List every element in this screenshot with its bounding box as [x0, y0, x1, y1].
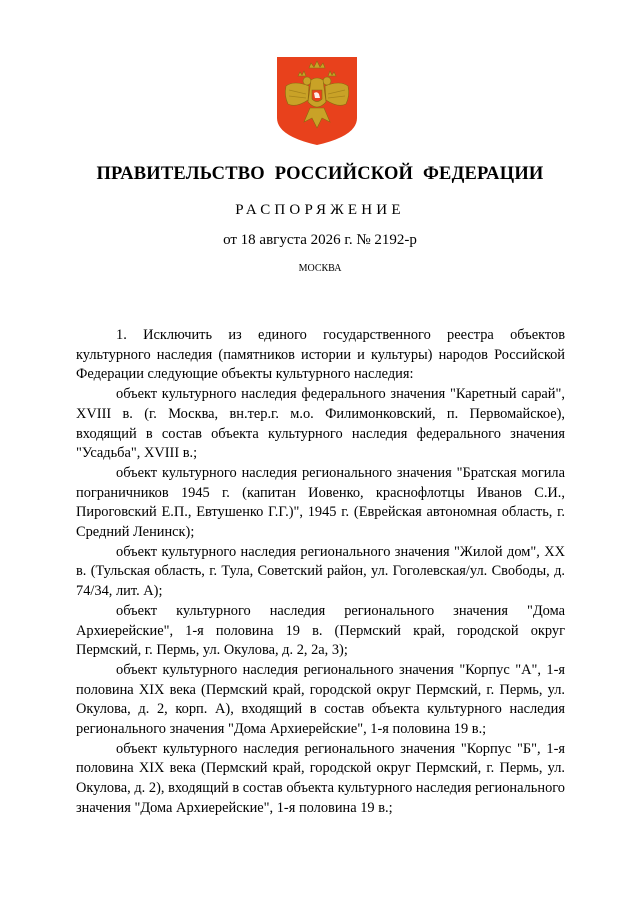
list-item: объект культурного наследия регионального значения "Братская могила пограничников 1945 г. (капитан Иовенко, краснофлотцы Иванов С.И., Пироговский Е.П., Евтушенко Г.Г.)", 1945 г. (Еврейская автономная область, г. Средний Ленинск); [76, 464, 565, 541]
list-item: объект культурного наследия регионального значения "Жилой дом", XX в. (Тульская область, г. Тула, Советский район, ул. Гоголевская/ул. Свободы, д. 74/34, лит. А); [76, 543, 565, 600]
city-name: МОСКВА [298, 263, 342, 274]
list-item: объект культурного наследия регионального значения "Дома Архиерейские", 1-я половина 19 в. (Пермский край, городской округ Пермский, г. Пермь, ул. Окулова, д. 2, 2а, 3); [76, 602, 565, 659]
document-type: РАСПОРЯЖЕНИЕ [235, 202, 405, 218]
document-date-number: от 18 августа 2026 г. № 2192-р [223, 232, 417, 248]
document-body [76, 326, 565, 819]
paragraph-item-1: 1. Исключить из единого государственного реестра объектов культурного наследия (памятников истории и культуры) народов Российской Федерации следующие объекты культурного наследия: [76, 327, 565, 383]
government-title: ПРАВИТЕЛЬСТВО РОССИЙСКОЙ ФЕДЕРАЦИИ [96, 164, 544, 184]
list-item: объект культурного наследия федерального значения "Каретный сарай", XVIII в. (г. Москва, вн.тер.г. м.о. Филимонковский, п. Первомайское), входящий в состав объекта культурного наследия федерального значения "Усадьба", XVIII в.; [76, 386, 565, 462]
coat-of-arms-icon [276, 56, 358, 146]
list-item: объект культурного наследия регионального значения "Корпус "Б", 1-я половина XIX века (Пермский край, городской округ Пермский, г. Пермь, ул. Окулова, д. 2), входящий в состав объекта культурного наследия регионального значения "Дома Архиерейские", 1-я половина 19 в.; [76, 740, 565, 816]
list-item: объект культурного наследия регионального значения "Корпус "А", 1-я половина XIX века (Пермский край, городской округ Пермский, г. Пермь, ул. Окулова, д. 2, корп. А), входящий в состав объекта культурного наследия регионального значения "Дома Архиерейские", 1-я половина 19 в.; [76, 661, 565, 738]
